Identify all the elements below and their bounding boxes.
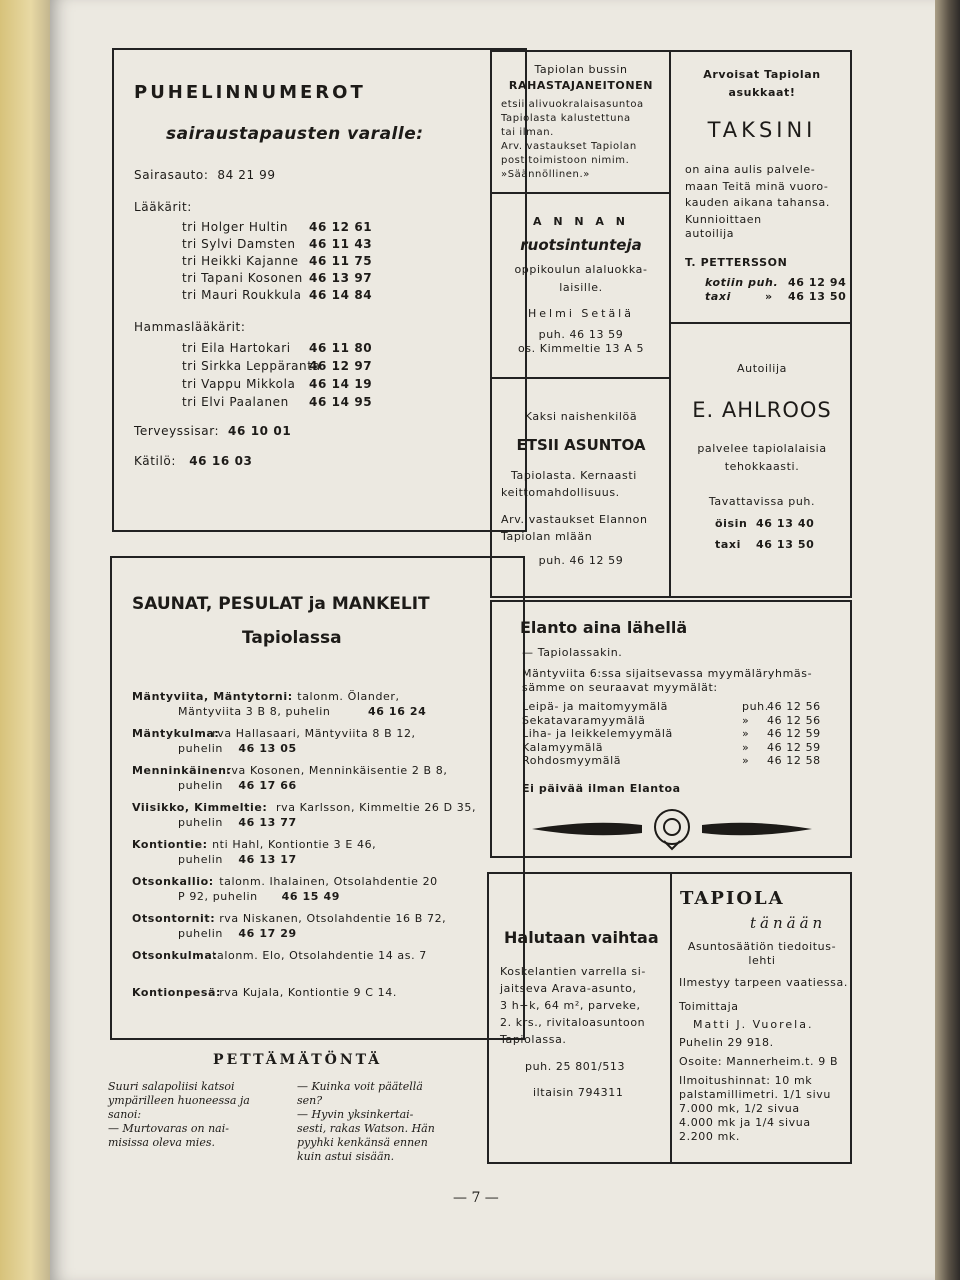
taxi-line1: Arvoisat Tapiolan xyxy=(703,68,821,81)
sauna-line2: puhelin xyxy=(178,816,223,829)
joke-title: PETTÄMÄTÖNTÄ xyxy=(213,1052,383,1068)
document-page xyxy=(50,0,935,1280)
doctor-number: 46 13 97 xyxy=(309,271,373,285)
bottom-divider xyxy=(670,872,672,1164)
sauna-phone: 46 13 77 xyxy=(238,816,297,829)
tapiola-line3: Ilmestyy tarpeen vaatiessa. xyxy=(679,976,848,989)
shop-phone: 46 12 59 xyxy=(767,727,821,740)
joke-left-line: ympärilleen huoneessa ja xyxy=(108,1094,250,1107)
exchange-line: 3 h+k, 64 m², parveke, xyxy=(500,999,641,1012)
ambulance-label: Sairasauto: xyxy=(134,168,209,182)
sauna-line2: puhelin xyxy=(178,853,223,866)
taxi-driver-name: T. PETTERSSON xyxy=(685,256,788,269)
elanto-box xyxy=(490,600,852,858)
shop-phone-prefix: » xyxy=(742,754,750,767)
lessons-line1: A N N A N xyxy=(533,215,629,228)
sauna-phone: 46 13 05 xyxy=(238,742,297,755)
taxi-line6: Kunnioittaen xyxy=(685,213,762,226)
bus-line7: postitoimistoon nimim. xyxy=(501,155,630,166)
grid-divider-2 xyxy=(490,377,670,379)
shop-phone: 46 12 56 xyxy=(767,713,821,727)
ahlroos-line4: Tavattavissa puh. xyxy=(708,495,816,508)
dentist-number: 46 11 80 xyxy=(309,341,373,355)
shop-phone-prefix: » xyxy=(742,740,750,754)
ahlroos-day-number: 46 13 40 xyxy=(756,517,815,530)
sauna-contact: rva Niskanen, Otsolahdentie 16 B 72, xyxy=(219,912,447,925)
sauna-place: Kontionpesä: xyxy=(132,986,222,999)
women-line1: Kaksi naishenkilöä xyxy=(524,410,638,423)
nurse-line xyxy=(134,424,291,438)
taxi-home-label: kotiin puh. xyxy=(705,276,779,289)
exchange-title: Halutaan vaihtaa xyxy=(504,928,659,947)
nurse-label: Terveyssisar: xyxy=(134,424,220,438)
shop-phone-prefix: » xyxy=(742,713,750,727)
saunat-box xyxy=(110,556,525,1040)
women-phone: puh. 46 12 59 xyxy=(538,554,624,567)
shop-name: Kalamyymälä xyxy=(522,740,604,754)
exchange-evening: iltaisin 794311 xyxy=(533,1086,624,1099)
dentist-name: tri Sirkka Leppäranta xyxy=(182,359,321,373)
exchange-line: Koskelantien varrella si- xyxy=(500,965,646,978)
tapiola-line5: Matti J. Vuorela. xyxy=(693,1018,814,1031)
tapiola-line10: 7.000 mk, 1/2 sivua xyxy=(679,1102,800,1115)
sauna-contact: talonm. Ölander, xyxy=(297,690,400,703)
taxi-headline: TAKSINI xyxy=(707,118,817,142)
sauna-phone: 46 17 66 xyxy=(238,779,297,792)
midwife-line xyxy=(134,454,253,468)
joke-right-line: pyyhki kenkänsä ennen xyxy=(297,1136,428,1149)
lessons-line3: oppikoulun alaluokka- xyxy=(514,263,648,276)
women-line5: Tapiolan mlään xyxy=(501,530,593,543)
exchange-line: Tapiolassa. xyxy=(500,1033,567,1046)
bus-line5: tai ilman. xyxy=(501,127,554,138)
saunat-title: SAUNAT, PESULAT ja MANKELIT xyxy=(132,594,430,614)
lessons-phone: puh. 46 13 59 xyxy=(538,328,624,341)
sauna-contact: rva Kosonen, Menninkäisentie 2 B 8, xyxy=(226,764,448,777)
sauna-place: Otsonkallio: xyxy=(132,875,214,888)
dentist-number: 46 14 19 xyxy=(309,377,373,391)
joke-left-line: — Murtovaras on nai- xyxy=(108,1122,229,1135)
shop-name: Rohdosmyymälä xyxy=(522,754,622,767)
tapiola-subtitle: tänään xyxy=(750,914,827,932)
shop-name: Liha- ja leikkelemyymälä xyxy=(522,727,673,740)
elanto-title: Elanto aina lähellä xyxy=(520,618,688,637)
dentist-number: 46 14 95 xyxy=(309,395,373,409)
dentists-label: Hammaslääkärit: xyxy=(134,320,246,334)
joke-right-line: — Kuinka voit päätellä xyxy=(297,1080,423,1093)
doctor-name: tri Sylvi Damsten xyxy=(182,237,296,251)
exchange-line: 2. krs., rivitaloasuntoon xyxy=(500,1016,646,1029)
shop-phone-prefix: » xyxy=(742,727,750,740)
taxi-ditto: » xyxy=(765,290,773,303)
sauna-place: Viisikko, Kimmeltie: xyxy=(132,801,268,814)
sauna-line2: puhelin xyxy=(178,927,223,940)
sauna-place: Menninkäinen: xyxy=(132,764,232,777)
doctor-name: tri Heikki Kajanne xyxy=(182,254,299,268)
doctor-name: tri Holger Hultin xyxy=(182,220,289,234)
saunat-subtitle: Tapiolassa xyxy=(242,628,342,648)
sauna-contact: talonm. Elo, Otsolahdentie 14 as. 7 xyxy=(212,949,427,962)
ahlroos-headline: E. AHLROOS xyxy=(692,398,832,422)
dentist-number: 46 12 97 xyxy=(309,359,373,373)
book-edge xyxy=(932,0,960,1280)
women-line2: Tapiolasta. Kernaasti xyxy=(511,469,637,482)
sauna-place: Otsonkulma: xyxy=(132,949,218,962)
lessons-line4: laisille. xyxy=(559,281,603,294)
tapiola-line12: 2.200 mk. xyxy=(679,1130,740,1143)
sauna-place: Otsontornit: xyxy=(132,912,216,925)
ahlroos-taxi-number: 46 13 50 xyxy=(756,538,815,551)
grid-divider-1 xyxy=(490,192,670,194)
book-spine xyxy=(0,0,56,1280)
elanto-line1: — Tapiolassakin. xyxy=(522,646,623,659)
tapiola-line6: Puhelin 29 918. xyxy=(679,1036,774,1049)
sauna-place: Mäntyviita, Mäntytorni: xyxy=(132,690,293,703)
lessons-name: Helmi Setälä xyxy=(528,307,634,320)
shop-phone: 46 12 56 xyxy=(767,700,821,713)
grid-divider-3 xyxy=(670,322,852,324)
sauna-phone: 46 13 17 xyxy=(238,853,297,866)
joke-right-line: kuin astui sisään. xyxy=(297,1150,395,1163)
exchange-phone: puh. 25 801/513 xyxy=(525,1060,626,1073)
doctor-number: 46 14 84 xyxy=(309,288,373,302)
tapiola-line1: Asuntosäätiön tiedoitus- xyxy=(687,940,837,953)
tapiola-line11: 4.000 mk ja 1/4 sivua xyxy=(679,1116,811,1129)
doctor-number: 46 12 61 xyxy=(309,220,373,234)
phone-numbers-box xyxy=(112,48,527,532)
joke-left-line: Suuri salapoliisi katsoi xyxy=(108,1080,235,1093)
page-number: — 7 — xyxy=(453,1190,499,1206)
bus-headline: RAHASTAJANEITONEN xyxy=(508,79,654,92)
exchange-line: jaitseva Arava-asunto, xyxy=(500,982,637,995)
sauna-line2: puhelin xyxy=(178,742,223,755)
sauna-contact: rva Hallasaari, Mäntyviita 8 B 12, xyxy=(212,727,416,740)
sauna-phone: 46 15 49 xyxy=(281,890,340,903)
sauna-contact: talonm. Ihalainen, Otsolahdentie 20 xyxy=(219,875,438,888)
phone-subtitle: sairaustapausten varalle: xyxy=(166,124,424,144)
sauna-line2: Mäntyviita 3 B 8, puhelin xyxy=(178,705,331,718)
doctor-name: tri Mauri Roukkula xyxy=(182,288,302,302)
sauna-line2: P 92, puhelin xyxy=(178,890,258,903)
joke-left-line: misissa oleva mies. xyxy=(108,1136,215,1149)
midwife-label: Kätilö: xyxy=(134,454,176,468)
ahlroos-line3: tehokkaasti. xyxy=(724,460,800,473)
tapiola-line7: Osoite: Mannerheim.t. 9 B xyxy=(679,1055,839,1068)
shop-phone-prefix: puh. xyxy=(742,700,769,713)
sauna-line2: puhelin xyxy=(178,779,223,792)
sauna-contact: nti Hahl, Kontiontie 3 E 46, xyxy=(212,838,377,851)
joke-right-line: sesti, rakas Watson. Hän xyxy=(297,1122,435,1135)
tapiola-line2: lehti xyxy=(748,954,776,967)
women-line3: keittomahdollisuus. xyxy=(501,486,620,499)
elanto-line3: sämme on seuraavat myymälät: xyxy=(522,681,718,694)
sauna-contact: rva Kujala, Kontiontie 9 C 14. xyxy=(219,986,397,999)
bus-line8: »Säännöllinen.» xyxy=(501,169,590,180)
women-line4: Arv. vastaukset Elannon xyxy=(501,513,648,526)
ambulance-line xyxy=(134,168,276,182)
elanto-line2: Mäntyviita 6:ssa sijaitsevassa myymäläryhmäs- xyxy=(522,667,813,680)
phone-title: PUHELINNUMEROT xyxy=(134,82,366,103)
taxi-line7: autoilija xyxy=(685,227,735,240)
lessons-address: os. Kimmeltie 13 A 5 xyxy=(517,342,645,355)
joke-right-line: sen? xyxy=(297,1094,323,1107)
dentist-name: tri Vappu Mikkola xyxy=(182,377,296,391)
midwife-number: 46 16 03 xyxy=(189,454,253,468)
shop-name: Leipä- ja maitomyymälä xyxy=(522,700,668,713)
taxi-taxi-number: 46 13 50 xyxy=(788,290,847,303)
ahlroos-day-label: öisin xyxy=(715,517,748,530)
grid-divider-vertical xyxy=(669,50,671,598)
taxi-line5: kauden aikana tahansa. xyxy=(685,196,830,209)
ahlroos-taxi-label: taxi xyxy=(715,538,741,551)
tapiola-line8: Ilmoitushinnat: 10 mk xyxy=(679,1074,813,1087)
taxi-home-number: 46 12 94 xyxy=(788,276,847,289)
tapiola-line4: Toimittaja xyxy=(679,1000,739,1013)
taxi-taxi-label: taxi xyxy=(705,290,731,303)
bus-line1: Tapiolan bussin xyxy=(534,63,628,76)
sauna-phone: 46 16 24 xyxy=(368,705,427,718)
bus-line4: Tapiolasta kalustettuna xyxy=(501,113,631,124)
sauna-contact: rva Karlsson, Kimmeltie 26 D 35, xyxy=(276,801,477,814)
shop-name: Sekatavaramyymälä xyxy=(522,713,646,727)
dentist-name: tri Elvi Paalanen xyxy=(182,395,289,409)
bus-line3: etsii alivuokralaisasuntoa xyxy=(501,99,644,110)
tapiola-title: TAPIOLA xyxy=(680,888,785,909)
elanto-slogan: Ei päivää ilman Elantoa xyxy=(522,782,681,795)
taxi-line4: maan Teitä minä vuoro- xyxy=(685,180,829,193)
sauna-place: Kontiontie: xyxy=(132,838,208,851)
bus-line6: Arv. vastaukset Tapiolan xyxy=(501,141,637,152)
ambulance-number: 84 21 99 xyxy=(217,168,276,182)
taxi-line3: on aina aulis palvele- xyxy=(685,163,816,176)
doctor-number: 46 11 43 xyxy=(309,237,373,251)
ahlroos-line2: palvelee tapiolalaisia xyxy=(697,442,827,455)
ahlroos-line1: Autoilija xyxy=(737,362,787,375)
doctor-name: tri Tapani Kosonen xyxy=(182,271,303,285)
joke-left-line: sanoi: xyxy=(108,1108,142,1121)
joke-right-line: — Hyvin yksinkertai- xyxy=(297,1108,414,1121)
lessons-headline: ruotsintunteja xyxy=(520,236,642,254)
doctors-label: Lääkärit: xyxy=(134,200,192,214)
sauna-phone: 46 17 29 xyxy=(238,927,297,940)
nurse-number: 46 10 01 xyxy=(228,424,292,438)
taxi-line2: asukkaat! xyxy=(728,86,796,99)
tapiola-line9: palstamillimetri. 1/1 sivu xyxy=(679,1088,831,1101)
elanto-logo xyxy=(532,807,812,851)
sauna-place: Mäntykulma: xyxy=(132,727,220,740)
women-headline: ETSII ASUNTOA xyxy=(516,436,646,454)
doctor-number: 46 11 75 xyxy=(309,254,373,268)
shop-phone: 46 12 58 xyxy=(767,754,821,767)
dentist-name: tri Eila Hartokari xyxy=(182,341,291,355)
shop-phone: 46 12 59 xyxy=(767,740,821,754)
